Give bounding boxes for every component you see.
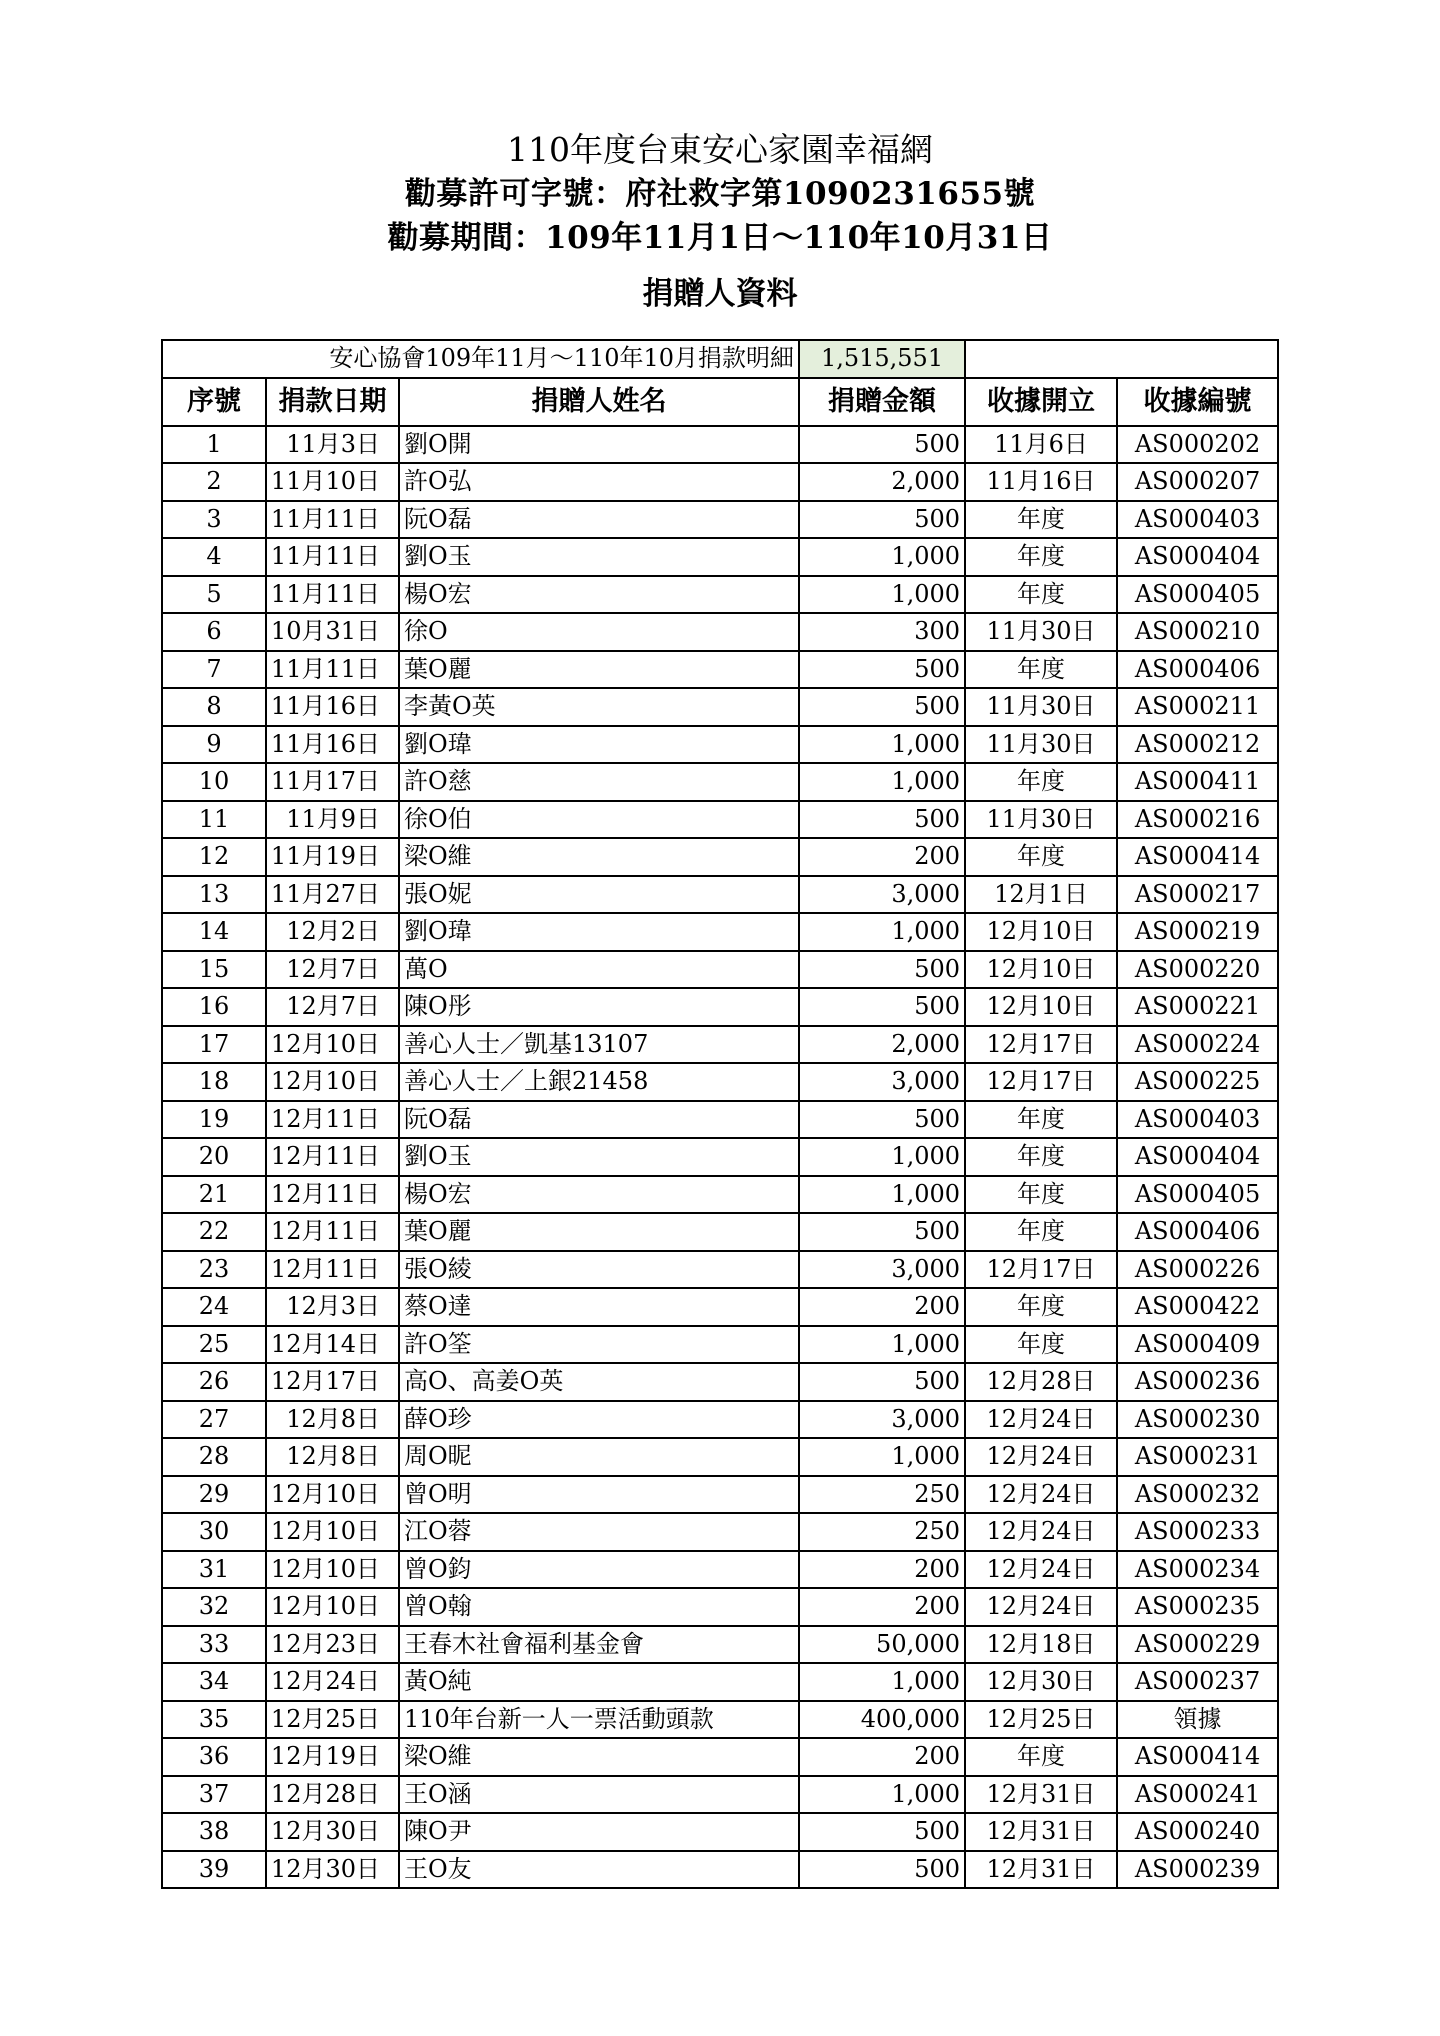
row-amount: 3,000 <box>799 1251 965 1289</box>
row-receipt-number: AS000210 <box>1117 613 1278 651</box>
row-receipt-issued: 年度 <box>965 1326 1117 1364</box>
row-donor: 阮O磊 <box>399 501 799 539</box>
row-amount: 250 <box>799 1476 965 1514</box>
table-row <box>162 613 1278 651</box>
row-receipt-number: AS000405 <box>1117 576 1278 614</box>
donor-table <box>161 339 1279 1889</box>
row-seq: 23 <box>162 1251 266 1289</box>
row-amount: 1,000 <box>799 913 965 951</box>
row-amount: 1,000 <box>799 1176 965 1214</box>
row-receipt-issued: 12月17日 <box>965 1251 1117 1289</box>
row-receipt-issued: 11月16日 <box>965 463 1117 501</box>
row-donor: 曾O鈞 <box>399 1551 799 1589</box>
row-date: 12月10日 <box>266 1026 399 1064</box>
table-row <box>162 538 1278 576</box>
table-row <box>162 1551 1278 1589</box>
row-seq: 25 <box>162 1326 266 1364</box>
table-row <box>162 1063 1278 1101</box>
row-receipt-issued: 11月6日 <box>965 426 1117 464</box>
document-header <box>0 128 1440 314</box>
table-row <box>162 1251 1278 1289</box>
table-row <box>162 576 1278 614</box>
row-donor: 蔡O達 <box>399 1288 799 1326</box>
row-amount: 200 <box>799 1288 965 1326</box>
row-amount: 1,000 <box>799 1776 965 1814</box>
row-receipt-number: AS000229 <box>1117 1626 1278 1664</box>
col-header-donor: 捐贈人姓名 <box>399 378 799 426</box>
row-receipt-number: AS000231 <box>1117 1438 1278 1476</box>
fundraising-period: 勸募期間：109年11月1日～110年10月31日 <box>387 220 1053 256</box>
row-seq: 1 <box>162 426 266 464</box>
row-receipt-issued: 12月17日 <box>965 1026 1117 1064</box>
row-date: 12月11日 <box>266 1138 399 1176</box>
row-seq: 22 <box>162 1213 266 1251</box>
row-receipt-number: AS000217 <box>1117 876 1278 914</box>
row-amount: 1,000 <box>799 1326 965 1364</box>
table-row <box>162 876 1278 914</box>
row-receipt-number: AS000405 <box>1117 1176 1278 1214</box>
row-donor: 阮O磊 <box>399 1101 799 1139</box>
row-donor: 王O涵 <box>399 1776 799 1814</box>
row-date: 11月10日 <box>266 463 399 501</box>
row-receipt-issued: 12月31日 <box>965 1851 1117 1889</box>
row-date: 11月3日 <box>266 426 399 464</box>
document-title: 110年度台東安心家園幸福網 <box>507 130 933 169</box>
row-seq: 29 <box>162 1476 266 1514</box>
row-date: 12月28日 <box>266 1776 399 1814</box>
row-receipt-number: AS000414 <box>1117 838 1278 876</box>
table-row <box>162 1326 1278 1364</box>
row-date: 12月10日 <box>266 1513 399 1551</box>
row-amount: 500 <box>799 801 965 839</box>
table-row <box>162 838 1278 876</box>
row-seq: 3 <box>162 501 266 539</box>
row-receipt-number: AS000422 <box>1117 1288 1278 1326</box>
row-receipt-issued: 年度 <box>965 1101 1117 1139</box>
summary-total: 1,515,551 <box>799 340 965 378</box>
row-receipt-number: AS000232 <box>1117 1476 1278 1514</box>
row-amount: 500 <box>799 1813 965 1851</box>
row-seq: 10 <box>162 763 266 801</box>
row-receipt-number: AS000239 <box>1117 1851 1278 1889</box>
row-donor: 劉O玉 <box>399 538 799 576</box>
row-receipt-number: AS000403 <box>1117 501 1278 539</box>
row-seq: 8 <box>162 688 266 726</box>
row-receipt-number: AS000241 <box>1117 1776 1278 1814</box>
table-row <box>162 913 1278 951</box>
row-donor: 善心人士／上銀21458 <box>399 1063 799 1101</box>
row-receipt-issued: 12月31日 <box>965 1776 1117 1814</box>
row-receipt-issued: 11月30日 <box>965 688 1117 726</box>
row-receipt-issued: 12月1日 <box>965 876 1117 914</box>
row-seq: 15 <box>162 951 266 989</box>
row-date: 12月30日 <box>266 1851 399 1889</box>
table-row <box>162 463 1278 501</box>
row-amount: 2,000 <box>799 1026 965 1064</box>
table-row <box>162 1663 1278 1701</box>
row-date: 12月24日 <box>266 1663 399 1701</box>
row-seq: 32 <box>162 1588 266 1626</box>
row-receipt-number: AS000414 <box>1117 1738 1278 1776</box>
summary-label: 安心協會109年11月～110年10月捐款明細 <box>162 340 799 378</box>
row-donor: 黃O純 <box>399 1663 799 1701</box>
row-date: 12月19日 <box>266 1738 399 1776</box>
row-seq: 14 <box>162 913 266 951</box>
row-receipt-number: AS000207 <box>1117 463 1278 501</box>
row-donor: 萬O <box>399 951 799 989</box>
row-amount: 3,000 <box>799 876 965 914</box>
row-donor: 王O友 <box>399 1851 799 1889</box>
row-donor: 張O妮 <box>399 876 799 914</box>
row-receipt-number: AS000212 <box>1117 726 1278 764</box>
row-seq: 13 <box>162 876 266 914</box>
row-date: 12月11日 <box>266 1251 399 1289</box>
row-seq: 38 <box>162 1813 266 1851</box>
row-receipt-issued: 年度 <box>965 1138 1117 1176</box>
row-donor: 許O筌 <box>399 1326 799 1364</box>
row-receipt-issued: 12月25日 <box>965 1701 1117 1739</box>
row-receipt-number: AS000216 <box>1117 801 1278 839</box>
table-row <box>162 1401 1278 1439</box>
table-row <box>162 1701 1278 1739</box>
row-amount: 400,000 <box>799 1701 965 1739</box>
row-date: 12月25日 <box>266 1701 399 1739</box>
row-seq: 17 <box>162 1026 266 1064</box>
row-seq: 27 <box>162 1401 266 1439</box>
row-donor: 梁O維 <box>399 1738 799 1776</box>
row-receipt-issued: 11月30日 <box>965 801 1117 839</box>
row-receipt-number: AS000235 <box>1117 1588 1278 1626</box>
row-amount: 200 <box>799 838 965 876</box>
row-amount: 500 <box>799 651 965 689</box>
row-receipt-number: AS000411 <box>1117 763 1278 801</box>
row-donor: 張O綾 <box>399 1251 799 1289</box>
row-receipt-number: AS000403 <box>1117 1101 1278 1139</box>
row-receipt-issued: 年度 <box>965 538 1117 576</box>
table-row <box>162 1213 1278 1251</box>
row-receipt-issued: 年度 <box>965 651 1117 689</box>
row-receipt-number: AS000409 <box>1117 1326 1278 1364</box>
row-receipt-number: AS000236 <box>1117 1363 1278 1401</box>
row-date: 11月11日 <box>266 538 399 576</box>
row-donor: 葉O麗 <box>399 651 799 689</box>
row-seq: 5 <box>162 576 266 614</box>
table-row <box>162 1101 1278 1139</box>
row-date: 12月17日 <box>266 1363 399 1401</box>
row-receipt-number: AS000404 <box>1117 538 1278 576</box>
row-seq: 34 <box>162 1663 266 1701</box>
row-date: 12月11日 <box>266 1213 399 1251</box>
row-date: 11月11日 <box>266 576 399 614</box>
table-row <box>162 1851 1278 1889</box>
row-receipt-number: AS000233 <box>1117 1513 1278 1551</box>
row-amount: 500 <box>799 988 965 1026</box>
row-receipt-issued: 年度 <box>965 1738 1117 1776</box>
row-receipt-issued: 年度 <box>965 1213 1117 1251</box>
permit-number: 勸募許可字號：府社救字第1090231655號 <box>404 176 1036 212</box>
row-donor: 陳O尹 <box>399 1813 799 1851</box>
col-header-date: 捐款日期 <box>266 378 399 426</box>
row-seq: 31 <box>162 1551 266 1589</box>
row-date: 12月7日 <box>266 988 399 1026</box>
row-receipt-issued: 12月31日 <box>965 1813 1117 1851</box>
row-donor: 許O弘 <box>399 463 799 501</box>
row-amount: 500 <box>799 1363 965 1401</box>
row-seq: 28 <box>162 1438 266 1476</box>
row-amount: 1,000 <box>799 576 965 614</box>
row-receipt-issued: 11月30日 <box>965 613 1117 651</box>
row-receipt-issued: 12月24日 <box>965 1476 1117 1514</box>
table-row <box>162 1363 1278 1401</box>
table-row <box>162 426 1278 464</box>
row-seq: 6 <box>162 613 266 651</box>
row-donor: 曾O翰 <box>399 1588 799 1626</box>
row-receipt-number: AS000230 <box>1117 1401 1278 1439</box>
row-receipt-number: AS000406 <box>1117 651 1278 689</box>
row-donor: 徐O伯 <box>399 801 799 839</box>
row-receipt-number: AS000237 <box>1117 1663 1278 1701</box>
row-date: 12月2日 <box>266 913 399 951</box>
row-receipt-number: AS000202 <box>1117 426 1278 464</box>
row-receipt-number: AS000226 <box>1117 1251 1278 1289</box>
row-seq: 33 <box>162 1626 266 1664</box>
row-date: 11月19日 <box>266 838 399 876</box>
row-receipt-issued: 年度 <box>965 763 1117 801</box>
row-amount: 1,000 <box>799 1438 965 1476</box>
row-donor: 曾O明 <box>399 1476 799 1514</box>
row-seq: 21 <box>162 1176 266 1214</box>
summary-row <box>162 340 1278 378</box>
table-row <box>162 1513 1278 1551</box>
row-receipt-issued: 年度 <box>965 501 1117 539</box>
row-receipt-issued: 年度 <box>965 576 1117 614</box>
row-date: 12月10日 <box>266 1551 399 1589</box>
row-receipt-issued: 12月24日 <box>965 1513 1117 1551</box>
row-donor: 110年台新一人一票活動頭款 <box>399 1701 799 1739</box>
row-receipt-issued: 12月10日 <box>965 913 1117 951</box>
row-amount: 50,000 <box>799 1626 965 1664</box>
row-amount: 1,000 <box>799 1663 965 1701</box>
row-seq: 24 <box>162 1288 266 1326</box>
table-row <box>162 651 1278 689</box>
row-seq: 30 <box>162 1513 266 1551</box>
row-donor: 善心人士／凱基13107 <box>399 1026 799 1064</box>
table-row <box>162 688 1278 726</box>
row-date: 11月17日 <box>266 763 399 801</box>
row-seq: 2 <box>162 463 266 501</box>
row-amount: 500 <box>799 951 965 989</box>
row-receipt-number: AS000240 <box>1117 1813 1278 1851</box>
row-date: 12月10日 <box>266 1476 399 1514</box>
row-amount: 200 <box>799 1588 965 1626</box>
row-receipt-issued: 12月18日 <box>965 1626 1117 1664</box>
row-seq: 16 <box>162 988 266 1026</box>
row-date: 12月23日 <box>266 1626 399 1664</box>
col-header-receipt-issued: 收據開立 <box>965 378 1117 426</box>
row-date: 10月31日 <box>266 613 399 651</box>
row-seq: 19 <box>162 1101 266 1139</box>
row-date: 11月27日 <box>266 876 399 914</box>
row-donor: 周O昵 <box>399 1438 799 1476</box>
row-amount: 1,000 <box>799 763 965 801</box>
row-seq: 20 <box>162 1138 266 1176</box>
row-date: 12月14日 <box>266 1326 399 1364</box>
row-donor: 葉O麗 <box>399 1213 799 1251</box>
table-row <box>162 1738 1278 1776</box>
row-donor: 楊O宏 <box>399 576 799 614</box>
row-seq: 39 <box>162 1851 266 1889</box>
row-date: 11月9日 <box>266 801 399 839</box>
row-donor: 徐O <box>399 613 799 651</box>
row-amount: 500 <box>799 1213 965 1251</box>
table-row <box>162 988 1278 1026</box>
row-receipt-issued: 12月24日 <box>965 1401 1117 1439</box>
row-amount: 200 <box>799 1738 965 1776</box>
row-receipt-number: AS000406 <box>1117 1213 1278 1251</box>
row-date: 11月11日 <box>266 651 399 689</box>
row-date: 12月30日 <box>266 1813 399 1851</box>
row-receipt-issued: 12月24日 <box>965 1438 1117 1476</box>
row-receipt-number: 領據 <box>1117 1701 1278 1739</box>
row-amount: 500 <box>799 1851 965 1889</box>
row-date: 12月8日 <box>266 1438 399 1476</box>
row-donor: 陳O彤 <box>399 988 799 1026</box>
row-receipt-issued: 12月10日 <box>965 951 1117 989</box>
table-row <box>162 763 1278 801</box>
table-row <box>162 1626 1278 1664</box>
row-receipt-number: AS000219 <box>1117 913 1278 951</box>
row-amount: 200 <box>799 1551 965 1589</box>
row-seq: 26 <box>162 1363 266 1401</box>
row-date: 12月10日 <box>266 1063 399 1101</box>
row-amount: 500 <box>799 426 965 464</box>
row-date: 11月16日 <box>266 688 399 726</box>
row-receipt-issued: 年度 <box>965 838 1117 876</box>
table-row <box>162 1138 1278 1176</box>
row-receipt-issued: 12月10日 <box>965 988 1117 1026</box>
table-row <box>162 951 1278 989</box>
row-date: 12月7日 <box>266 951 399 989</box>
row-donor: 江O蓉 <box>399 1513 799 1551</box>
table-row <box>162 1288 1278 1326</box>
row-date: 11月11日 <box>266 501 399 539</box>
row-date: 12月3日 <box>266 1288 399 1326</box>
row-date: 12月10日 <box>266 1588 399 1626</box>
table-row <box>162 1438 1278 1476</box>
row-donor: 薛O珍 <box>399 1401 799 1439</box>
row-seq: 7 <box>162 651 266 689</box>
row-donor: 劉O玉 <box>399 1138 799 1176</box>
row-receipt-number: AS000220 <box>1117 951 1278 989</box>
col-header-receipt-number: 收據編號 <box>1117 378 1278 426</box>
row-amount: 3,000 <box>799 1063 965 1101</box>
row-donor: 李黃O英 <box>399 688 799 726</box>
row-receipt-issued: 12月30日 <box>965 1663 1117 1701</box>
row-amount: 1,000 <box>799 726 965 764</box>
row-receipt-number: AS000221 <box>1117 988 1278 1026</box>
row-receipt-issued: 11月30日 <box>965 726 1117 764</box>
row-donor: 高O、高姜O英 <box>399 1363 799 1401</box>
row-receipt-issued: 12月24日 <box>965 1588 1117 1626</box>
header-row <box>162 378 1278 426</box>
row-receipt-issued: 年度 <box>965 1176 1117 1214</box>
table-row <box>162 1813 1278 1851</box>
row-seq: 12 <box>162 838 266 876</box>
row-donor: 楊O宏 <box>399 1176 799 1214</box>
row-seq: 36 <box>162 1738 266 1776</box>
row-amount: 500 <box>799 501 965 539</box>
row-amount: 1,000 <box>799 538 965 576</box>
row-receipt-number: AS000224 <box>1117 1026 1278 1064</box>
row-date: 11月16日 <box>266 726 399 764</box>
row-donor: 劉O瑋 <box>399 726 799 764</box>
row-receipt-issued: 12月17日 <box>965 1063 1117 1101</box>
row-amount: 2,000 <box>799 463 965 501</box>
row-date: 12月11日 <box>266 1176 399 1214</box>
row-donor: 劉O開 <box>399 426 799 464</box>
summary-blank <box>965 340 1278 378</box>
table-row <box>162 1588 1278 1626</box>
table-row <box>162 1476 1278 1514</box>
row-amount: 250 <box>799 1513 965 1551</box>
row-receipt-number: AS000211 <box>1117 688 1278 726</box>
table-row <box>162 1026 1278 1064</box>
col-header-seq: 序號 <box>162 378 266 426</box>
row-receipt-number: AS000404 <box>1117 1138 1278 1176</box>
row-donor: 許O慈 <box>399 763 799 801</box>
row-seq: 9 <box>162 726 266 764</box>
table-row <box>162 501 1278 539</box>
row-receipt-number: AS000234 <box>1117 1551 1278 1589</box>
section-title: 捐贈人資料 <box>642 276 798 312</box>
row-receipt-issued: 年度 <box>965 1288 1117 1326</box>
row-donor: 王春木社會福利基金會 <box>399 1626 799 1664</box>
table-row <box>162 1176 1278 1214</box>
row-amount: 300 <box>799 613 965 651</box>
table-row <box>162 1776 1278 1814</box>
row-seq: 18 <box>162 1063 266 1101</box>
row-seq: 37 <box>162 1776 266 1814</box>
row-date: 12月8日 <box>266 1401 399 1439</box>
col-header-amount: 捐贈金額 <box>799 378 965 426</box>
row-donor: 劉O瑋 <box>399 913 799 951</box>
row-seq: 11 <box>162 801 266 839</box>
row-date: 12月11日 <box>266 1101 399 1139</box>
row-amount: 3,000 <box>799 1401 965 1439</box>
row-donor: 梁O維 <box>399 838 799 876</box>
row-receipt-number: AS000225 <box>1117 1063 1278 1101</box>
row-receipt-issued: 12月28日 <box>965 1363 1117 1401</box>
row-amount: 1,000 <box>799 1138 965 1176</box>
row-amount: 500 <box>799 1101 965 1139</box>
table-row <box>162 801 1278 839</box>
row-amount: 500 <box>799 688 965 726</box>
row-seq: 4 <box>162 538 266 576</box>
table-row <box>162 726 1278 764</box>
row-seq: 35 <box>162 1701 266 1739</box>
row-receipt-issued: 12月24日 <box>965 1551 1117 1589</box>
